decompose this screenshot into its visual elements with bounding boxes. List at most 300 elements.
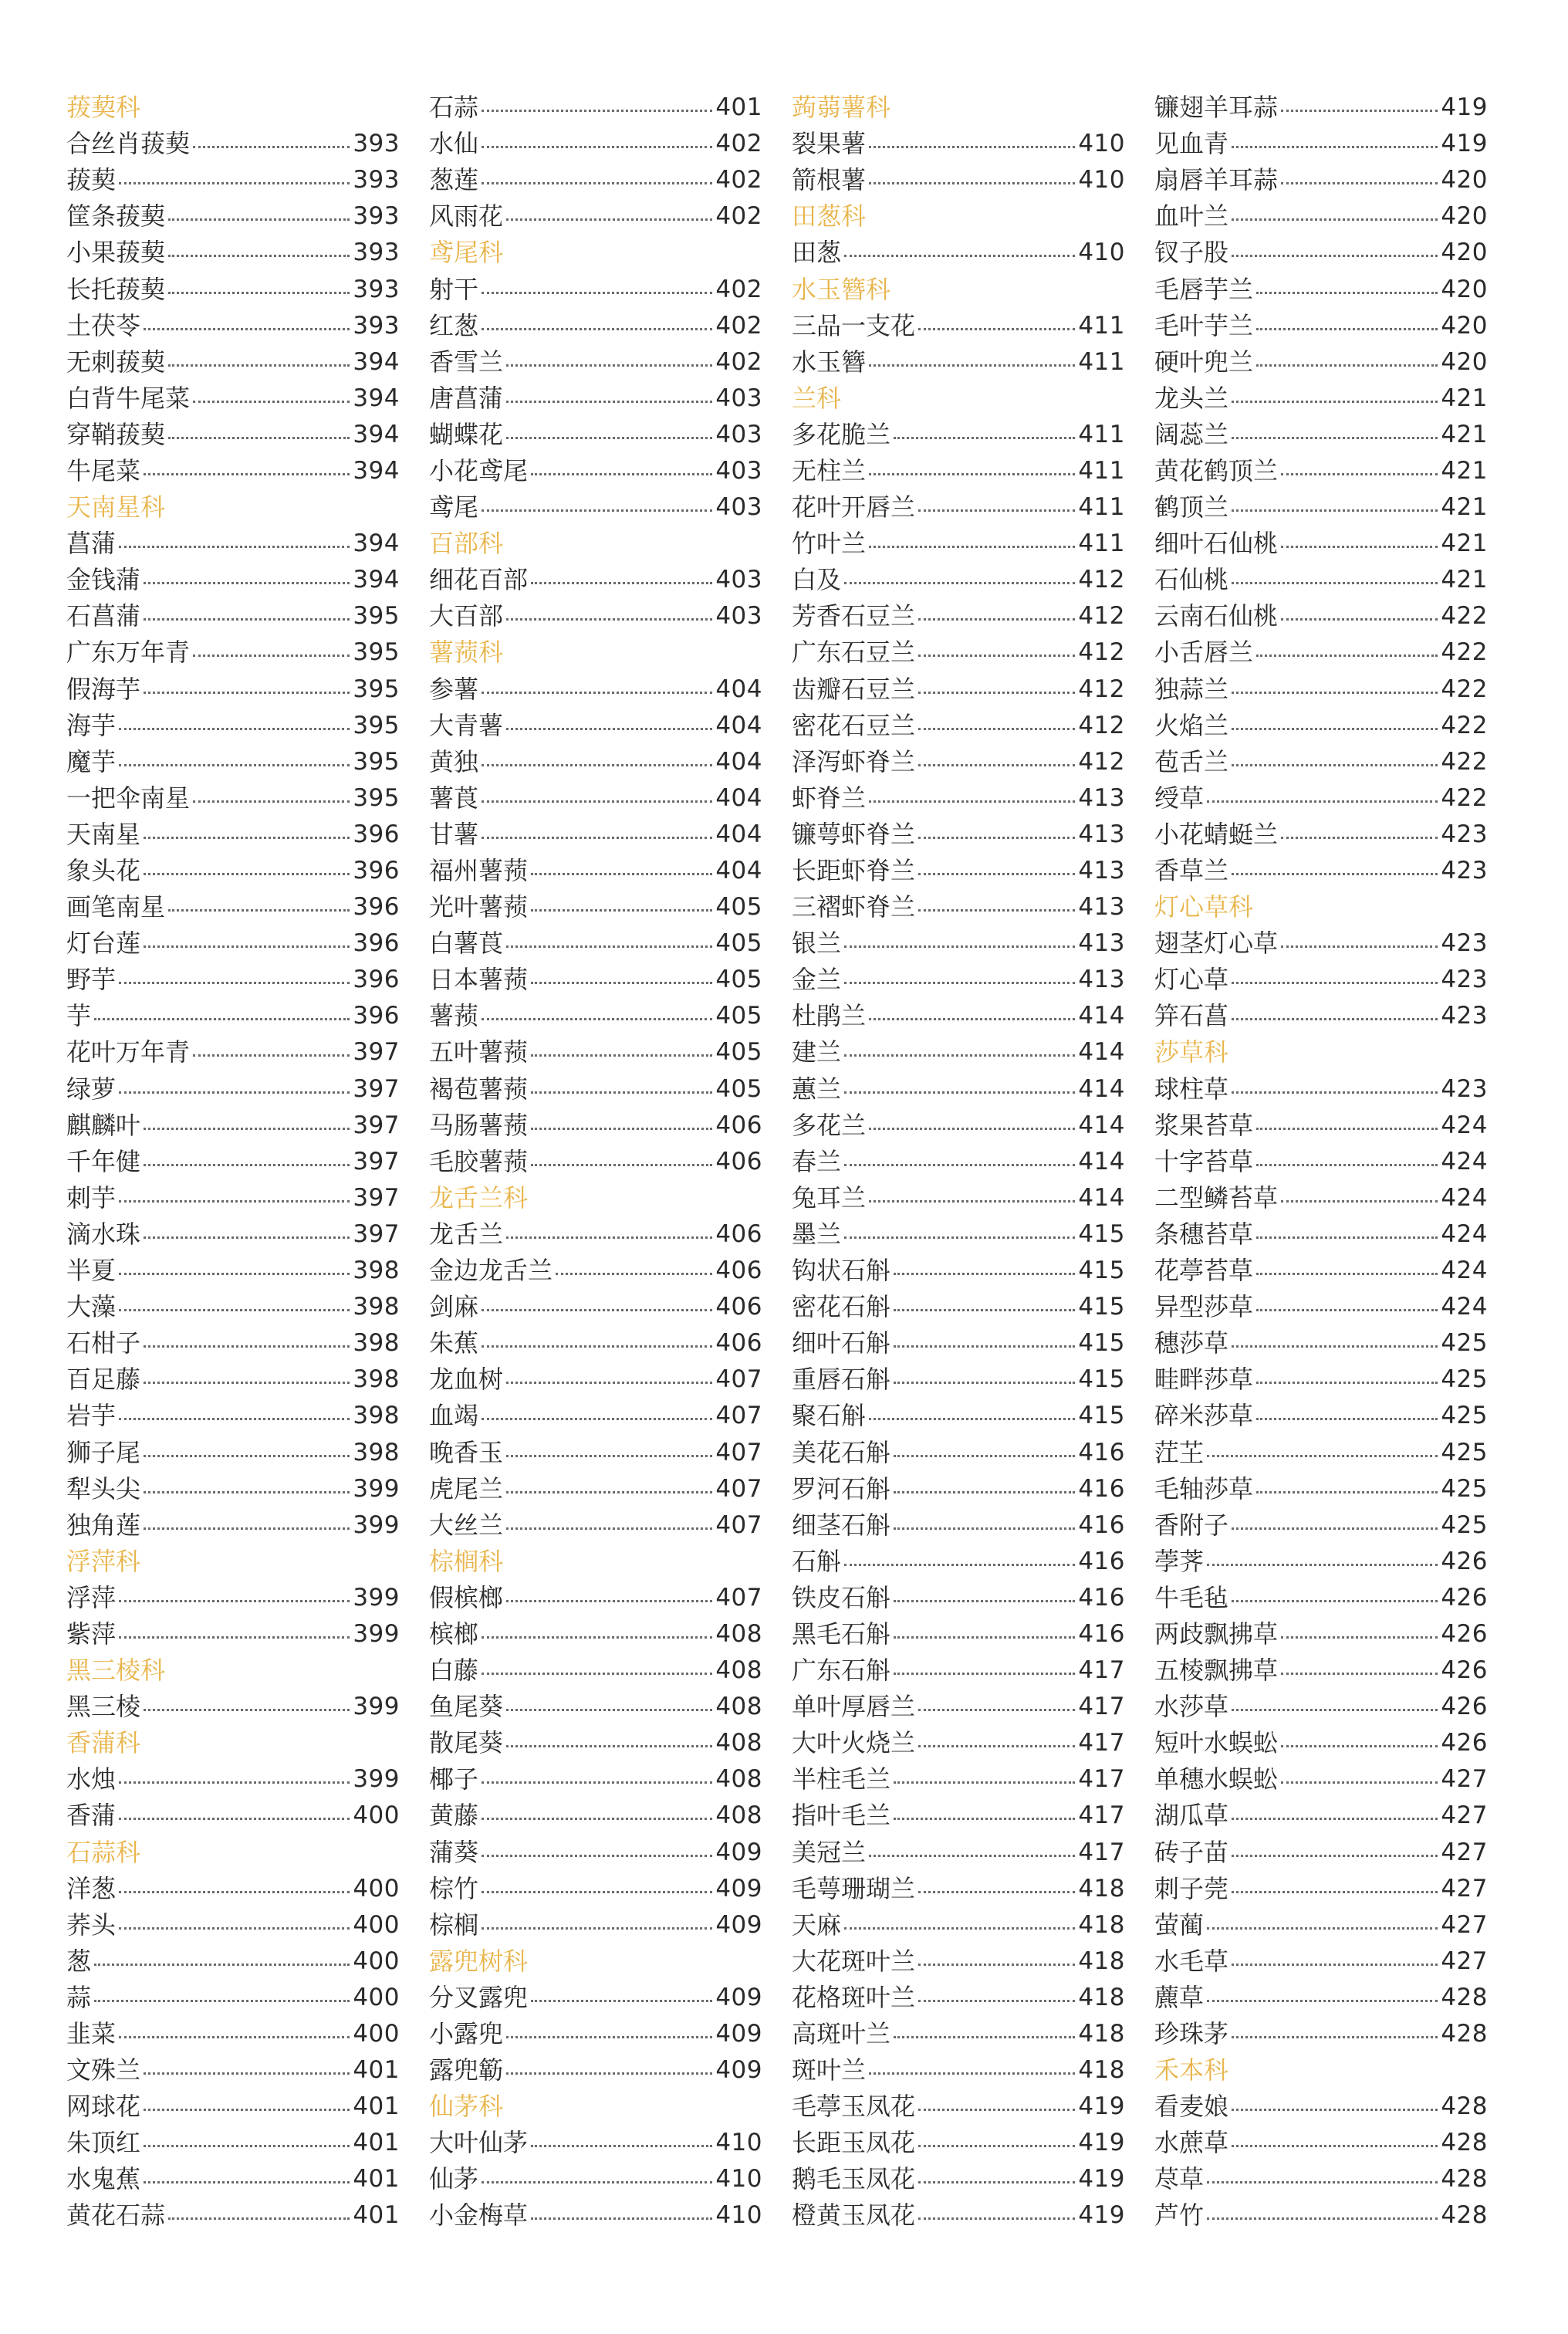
entry-name: 黄花石蒜 [66,2200,166,2231]
entry-name: 香蒲 [66,1801,117,1831]
entry-name: 荞头 [66,1909,117,1940]
page-number: 415 [1078,1293,1125,1321]
leader-dots [918,618,1075,621]
leader-dots [1281,1673,1438,1675]
page-number: 425 [1441,1402,1488,1430]
entry-name: 美冠兰 [792,1837,867,1867]
leader-dots [1281,1200,1438,1203]
entry-name: 菖蒲 [66,529,117,559]
page-number: 422 [1441,783,1488,812]
leader-dots [1256,1309,1438,1311]
index-entry [66,344,400,381]
entry-name: 血叶兰 [1154,201,1229,232]
page-number: 418 [1078,1910,1125,1939]
index-entry [792,1943,1125,1980]
page-number: 400 [353,1947,400,1975]
page-number: 424 [1441,1293,1488,1321]
page-number: 411 [1078,420,1125,448]
leader-dots [1232,764,1438,766]
entry-name: 铁皮石斛 [792,1582,891,1612]
page-number: 405 [715,1038,762,1067]
index-column-4 [1154,90,1488,2234]
leader-dots [918,2000,1075,2002]
page-number: 419 [1078,2165,1125,2194]
family-heading: 黑三棱科 [66,1656,166,1686]
leader-dots [482,146,712,148]
leader-dots [506,1382,712,1384]
index-entry [429,1580,762,1616]
leader-dots [869,364,1075,367]
entry-name: 千年健 [66,1146,141,1176]
entry-name: 芦竹 [1154,2200,1205,2231]
entry-name: 扇唇羊耳蒜 [1154,165,1279,195]
page-number: 426 [1441,1693,1488,1721]
index-entry [429,417,762,453]
leader-dots [1232,1600,1438,1602]
index-entry [1154,126,1488,162]
entry-name: 灯心草 [1154,965,1229,995]
leader-dots [144,2181,350,2183]
entry-name: 福州薯蓣 [429,856,529,886]
entry-name: 田葱 [792,238,842,268]
index-entry [792,344,1125,381]
leader-dots [1232,728,1438,730]
leader-dots [482,1309,712,1311]
index-entry [1154,1725,1488,1761]
leader-dots [119,546,350,548]
leader-dots [1256,1382,1438,1384]
entry-name: 分叉露兜 [429,1982,529,2012]
leader-dots [918,692,1075,694]
entry-name: 黄花鹤顶兰 [1154,455,1279,485]
entry-name: 蕙兰 [792,1074,842,1104]
index-entry [1154,453,1488,489]
entry-name: 多花兰 [792,1110,867,1140]
leader-dots [482,110,712,112]
page-number: 393 [353,166,400,194]
leader-dots [869,1200,1075,1203]
entry-name: 褐苞薯蓣 [429,1074,529,1104]
leader-dots [844,945,1075,948]
index-entry [66,1398,400,1434]
page-number: 402 [715,311,762,340]
entry-name: 黄独 [429,746,479,776]
index-entry [792,1362,1125,1398]
leader-dots [1232,1964,1438,1966]
entry-name: 两歧飘拂草 [1154,1619,1279,1649]
leader-dots [531,982,712,984]
page-number: 406 [715,1329,762,1358]
page-number: 415 [1078,1219,1125,1248]
index-entry [429,1907,762,1943]
leader-dots [1256,364,1438,367]
index-entry [66,2197,400,2234]
page-number: 410 [1078,238,1125,267]
entry-name: 镰萼虾脊兰 [792,819,916,849]
index-entry [429,1689,762,1725]
index-entry [66,1798,400,1834]
leader-dots [1232,1709,1438,1711]
family-heading: 水玉簪科 [792,274,891,304]
index-entry [429,1325,762,1362]
entry-name: 椰子 [429,1764,479,1794]
page-number: 414 [1078,1111,1125,1139]
leader-dots [144,1491,350,1493]
leader-dots [894,1491,1075,1493]
entry-name: 小花鸢尾 [429,455,529,485]
page-number: 397 [353,1038,400,1067]
page-number: 407 [715,1474,762,1503]
page-number: 416 [1078,1438,1125,1466]
leader-dots [918,2109,1075,2111]
page-number: 425 [1441,1438,1488,1466]
leader-dots [119,1273,350,1275]
entry-name: 齿瓣石豆兰 [792,674,916,704]
page-number: 411 [1078,347,1125,376]
leader-dots [1281,618,1438,621]
page-number: 396 [353,1002,400,1030]
leader-dots [894,1455,1075,1457]
leader-dots [506,437,712,439]
leader-dots [144,1382,350,1384]
entry-name: 银兰 [792,929,842,959]
leader-dots [894,1636,1075,1639]
leader-dots [1232,2145,1438,2147]
entry-name: 日本薯蓣 [429,965,529,995]
leader-dots [144,1455,350,1457]
page-number: 418 [1078,1983,1125,2011]
index-entry [66,1761,400,1798]
page-number: 426 [1441,1619,1488,1648]
entry-name: 火焰兰 [1154,710,1229,740]
leader-dots [844,1927,1075,1930]
page-number: 420 [1441,202,1488,231]
index-entry [1154,1325,1488,1362]
leader-dots [844,1164,1075,1166]
page-number: 393 [353,238,400,267]
page-number: 420 [1441,311,1488,340]
leader-dots [894,1600,1075,1602]
entry-name: 金钱蒲 [66,565,141,595]
index-entry [792,162,1125,198]
index-entry [1154,925,1488,962]
leader-dots [506,2036,712,2038]
index-entry [66,1943,400,1980]
entry-name: 细花百部 [429,565,529,595]
index-entry [429,817,762,853]
page-number: 402 [715,202,762,231]
index-entry [792,1616,1125,1652]
index-entry [1154,1907,1488,1943]
index-entry [429,198,762,235]
index-entry [66,598,400,634]
page-number: 396 [353,966,400,994]
index-entry [792,2125,1125,2161]
family-heading: 浮萍科 [66,1546,141,1576]
leader-dots [844,1054,1075,1057]
entry-name: 珍珠茅 [1154,2019,1229,2049]
page-number: 407 [715,1583,762,1612]
leader-dots [144,1345,350,1348]
entry-name: 钗子股 [1154,238,1229,268]
index-entry [792,998,1125,1034]
entry-name: 紫萍 [66,1619,117,1649]
entry-name: 剑麻 [429,1292,479,1322]
index-entry [429,925,762,962]
index-entry [792,2089,1125,2125]
leader-dots [869,146,1075,148]
family-heading: 石蒜科 [66,1837,141,1867]
page-number: 405 [715,929,762,958]
entry-name: 半柱毛兰 [792,1764,891,1794]
index-entry [66,1289,400,1325]
entry-name: 绶草 [1154,783,1205,813]
page-number: 409 [715,1983,762,2011]
index-entry [66,889,400,925]
leader-dots [168,909,350,912]
page-number: 397 [353,1147,400,1175]
entry-name: 镰翅羊耳蒜 [1154,93,1279,123]
page-number: 412 [1078,747,1125,776]
page-number: 402 [715,275,762,303]
page-number: 394 [353,529,400,558]
page-number: 411 [1078,311,1125,340]
entry-name: 金兰 [792,965,842,995]
leader-dots [918,873,1075,875]
leader-dots [894,437,1075,439]
leader-dots [193,655,350,657]
entry-name: 花格斑叶兰 [792,1982,916,2012]
index-entry [1154,1434,1488,1470]
index-entry [792,1725,1125,1761]
entry-name: 大藻 [66,1292,117,1322]
entry-name: 碎米莎草 [1154,1401,1254,1431]
index-entry [1154,417,1488,453]
index-entry [792,235,1125,271]
entry-name: 花葶苔草 [1154,1256,1254,1286]
entry-name: 朱顶红 [66,2128,141,2158]
page-number: 410 [715,2201,762,2230]
leader-dots [482,2181,712,2183]
page-number: 406 [715,1111,762,1139]
leader-dots [506,1491,712,1493]
index-entry [429,453,762,489]
entry-name: 灯台莲 [66,929,141,959]
leader-dots [894,2036,1075,2038]
leader-dots [144,328,350,330]
page-number: 423 [1441,1002,1488,1030]
index-entry [66,198,400,235]
page-number: 396 [353,893,400,922]
leader-dots [1281,1636,1438,1639]
entry-name: 翅茎灯心草 [1154,929,1279,959]
leader-dots [506,728,712,730]
page-number: 408 [715,1656,762,1685]
page-number: 397 [353,1183,400,1212]
page-number: 394 [353,566,400,594]
index-entry [429,1034,762,1071]
index-entry [792,671,1125,708]
page-number: 417 [1078,1656,1125,1685]
entry-name: 葱莲 [429,165,479,195]
index-entry [792,853,1125,889]
leader-dots [1207,2217,1438,2220]
page-number: 413 [1078,893,1125,922]
page-number: 401 [353,2165,400,2194]
leader-dots [844,1236,1075,1239]
leader-dots [119,2036,350,2038]
leader-dots [1232,692,1438,694]
entry-name: 狮子尾 [66,1437,141,1467]
page-number: 413 [1078,857,1125,885]
page-number: 399 [353,1474,400,1503]
page-number: 396 [353,820,400,848]
index-entry [792,962,1125,998]
index-entry [1154,1144,1488,1180]
leader-dots [506,401,712,403]
family-heading: 莎草科 [1154,1037,1229,1067]
index-entry [792,1980,1125,2016]
entry-name: 水鬼蕉 [66,2164,141,2194]
leader-dots [894,1781,1075,1784]
entry-name: 香雪兰 [429,347,504,377]
entry-name: 魔芋 [66,746,117,776]
page-number: 421 [1441,493,1488,522]
entry-name: 麒麟叶 [66,1110,141,1140]
index-entry [429,90,762,126]
leader-dots [1207,1564,1438,1566]
page-number: 397 [353,1074,400,1103]
leader-dots [193,146,350,148]
page-number: 417 [1078,1729,1125,1757]
index-entry [66,1362,400,1398]
leader-dots [482,1818,712,1820]
page-number: 404 [715,675,762,703]
entry-name: 独角莲 [66,1510,141,1540]
index-entry [66,1871,400,1907]
entry-name: 茳芏 [1154,1437,1205,1467]
entry-name: 多花脆兰 [792,419,891,449]
index-entry [792,1544,1125,1580]
page-number: 394 [353,456,400,485]
page-number: 428 [1441,2165,1488,2194]
leader-dots [119,1927,350,1930]
leader-dots [168,2217,350,2220]
leader-dots [1232,2036,1438,2038]
leader-dots [1232,437,1438,439]
entry-name: 花叶开唇兰 [792,492,916,523]
page-number: 414 [1078,1002,1125,1030]
leader-dots [918,509,1075,512]
index-entry [1154,2197,1488,2234]
index-entry [66,2016,400,2052]
entry-name: 五叶薯蓣 [429,1037,529,1067]
entry-name: 石菖蒲 [66,601,141,631]
entry-name: 长距虾脊兰 [792,856,916,886]
leader-dots [144,2072,350,2075]
page-number: 393 [353,311,400,340]
entry-name: 独蒜兰 [1154,674,1229,704]
page-number: 413 [1078,820,1125,848]
leader-dots [144,2145,350,2147]
page-number: 420 [1441,166,1488,194]
page-number: 398 [353,1365,400,1394]
leader-dots [1207,800,1438,803]
index-entry [792,1835,1125,1871]
leader-dots [894,1273,1075,1275]
index-entry [66,562,400,598]
entry-name: 金边龙舌兰 [429,1256,553,1286]
leader-dots [94,1964,350,1966]
leader-dots [1256,292,1438,294]
leader-dots [869,1855,1075,1857]
entry-name: 大花斑叶兰 [792,1946,916,1976]
index-entry [1154,1616,1488,1652]
entry-name: 葱 [66,1946,92,1976]
page-number: 396 [353,857,400,885]
page-number: 409 [715,1874,762,1903]
page-number: 426 [1441,1729,1488,1757]
page-number: 428 [1441,2129,1488,2157]
entry-name: 短叶水蜈蚣 [1154,1728,1279,1758]
index-entry [429,671,762,708]
entry-name: 大叶仙茅 [429,2128,529,2158]
index-entry [66,1616,400,1652]
entry-name: 合丝肖菝葜 [66,129,191,159]
entry-name: 唐菖蒲 [429,383,504,413]
page-number: 398 [353,1402,400,1430]
leader-dots [168,255,350,257]
index-entry [1154,1253,1488,1289]
entry-name: 毛胶薯蓣 [429,1146,529,1176]
family-heading: 田葱科 [792,201,867,232]
entry-name: 半夏 [66,1256,117,1286]
entry-name: 画笔南星 [66,892,166,922]
leader-dots [506,618,712,621]
leader-dots [869,546,1075,548]
entry-name: 小舌唇兰 [1154,638,1254,668]
index-entry [792,1761,1125,1798]
page-number: 415 [1078,1365,1125,1394]
index-entry [429,962,762,998]
index-entry [792,1071,1125,1108]
entry-name: 薯蓣 [429,1001,479,1031]
entry-name: 三品一支花 [792,310,916,340]
index-entry [429,708,762,744]
page-number: 424 [1441,1147,1488,1175]
entry-name: 参薯 [429,674,479,704]
page-number: 420 [1441,238,1488,267]
index-entry [1154,1871,1488,1907]
family-heading: 龙舌兰科 [429,1182,529,1213]
leader-dots [869,1418,1075,1420]
index-entry [1154,2161,1488,2197]
page-number: 393 [353,275,400,303]
index-column-1 [66,90,400,2234]
index-entry [429,271,762,307]
leader-dots [94,2000,350,2002]
index-entry [66,1580,400,1616]
index-entry [792,1253,1125,1289]
leader-dots [1281,110,1438,112]
leader-dots [531,1128,712,1130]
leader-dots [119,182,350,184]
entry-name: 广东万年青 [66,638,191,668]
entry-name: 黄藤 [429,1801,479,1831]
index-entry [792,1798,1125,1834]
entry-name: 黑三棱 [66,1692,141,1722]
page-number: 414 [1078,1147,1125,1175]
